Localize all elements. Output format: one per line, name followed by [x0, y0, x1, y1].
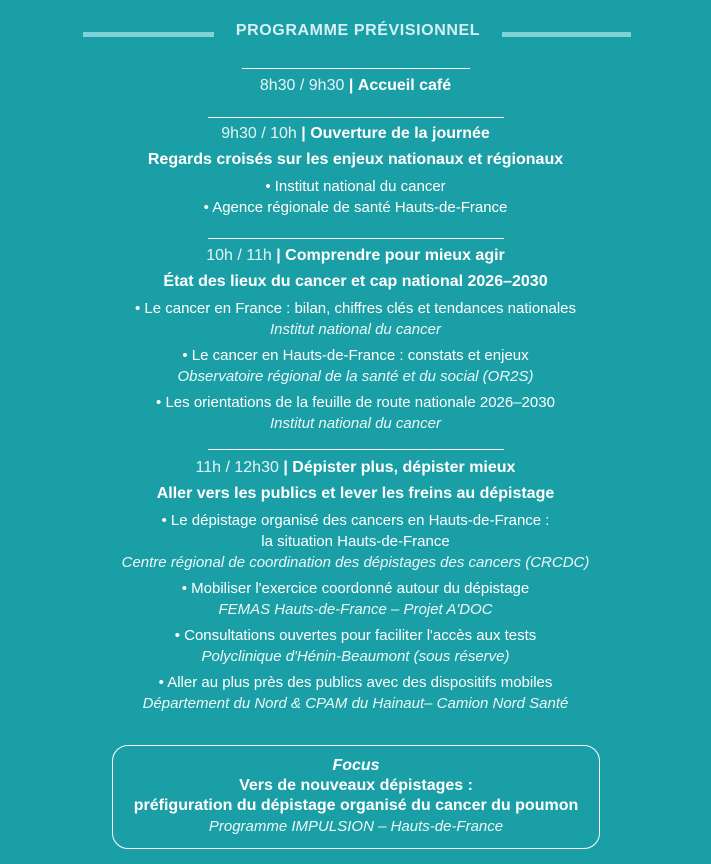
talk-speaker: Observatoire régional de la santé et du social (OR2S) — [177, 368, 534, 385]
session-heading — [0, 124, 711, 144]
focus-line: préfiguration du dépistage organisé du cancer du poumon — [133, 797, 579, 814]
session-pipe: | — [301, 125, 306, 142]
session-label: Accueil café — [357, 77, 452, 94]
session-time: 11h / 12h30 — [195, 459, 279, 476]
talk-title: • Le cancer en France : bilan, chiffres clés et tendances nationales — [134, 300, 577, 317]
talk-speaker: Centre régional de coordination des dépistages des cancers (CRCDC) — [121, 554, 590, 571]
session-pipe: | — [348, 77, 354, 94]
header-left-bar — [83, 32, 214, 37]
session-heading — [0, 76, 711, 96]
programme-title: PROGRAMME PRÉVISIONNEL — [235, 22, 481, 39]
session-separator — [242, 68, 470, 69]
focus-speaker: Programme IMPULSION – Hauts-de-France — [208, 818, 504, 835]
talk-title: • Consultations ouvertes pour faciliter l'accès aux tests — [174, 627, 537, 644]
talk-title: • Les orientations de la feuille de route nationale 2026–2030 — [156, 394, 555, 411]
session-pipe: | — [276, 247, 281, 264]
session-time: 8h30 / 9h30 — [259, 77, 345, 94]
talk-speaker: FEMAS Hauts-de-France – Projet A'DOC — [218, 601, 493, 618]
talk-title: • Le dépistage organisé des cancers en Hauts-de-France : — [161, 512, 550, 529]
session-subtitle: Aller vers les publics et lever les freins au dépistage — [156, 485, 555, 502]
talk-speaker: Département du Nord & CPAM du Hainaut– Camion Nord Santé — [142, 695, 569, 712]
session-pipe: | — [283, 459, 288, 476]
session-heading — [0, 246, 711, 266]
session-item: • Agence régionale de santé Hauts-de-France — [203, 199, 508, 216]
session-separator — [208, 238, 504, 239]
session-subtitle: État des lieux du cancer et cap national 2026–2030 — [163, 273, 548, 290]
header-right-bar — [502, 32, 631, 37]
session-item: • Institut national du cancer — [265, 178, 446, 195]
session-label: Comprendre pour mieux agir — [285, 247, 505, 264]
talk-speaker: Institut national du cancer — [270, 321, 441, 338]
session-time: 9h30 / 10h — [221, 125, 297, 142]
focus-line: Vers de nouveaux dépistages : — [239, 777, 473, 794]
session-heading — [0, 458, 711, 478]
programme-content — [0, 54, 711, 714]
talk-title: • Le cancer en Hauts-de-France : constats et enjeux — [182, 347, 529, 364]
session-separator — [208, 117, 504, 118]
session-separator — [208, 449, 504, 450]
focus-box — [112, 745, 600, 849]
talk-speaker: Institut national du cancer — [270, 415, 441, 432]
programme-header — [0, 22, 711, 46]
talk-title-continued: la situation Hauts-de-France — [261, 533, 450, 550]
talk-title: • Aller au plus près des publics avec des dispositifs mobiles — [158, 674, 553, 691]
focus-title: Focus — [332, 757, 380, 774]
session-time: 10h / 11h — [206, 247, 272, 264]
session-label: Dépister plus, dépister mieux — [292, 459, 516, 476]
talk-speaker: Polyclinique d'Hénin-Beaumont (sous réserve) — [201, 648, 510, 665]
talk-title: • Mobiliser l'exercice coordonné autour du dépistage — [181, 580, 530, 597]
session-subtitle: Regards croisés sur les enjeux nationaux et régionaux — [147, 151, 564, 168]
session-label: Ouverture de la journée — [310, 125, 490, 142]
